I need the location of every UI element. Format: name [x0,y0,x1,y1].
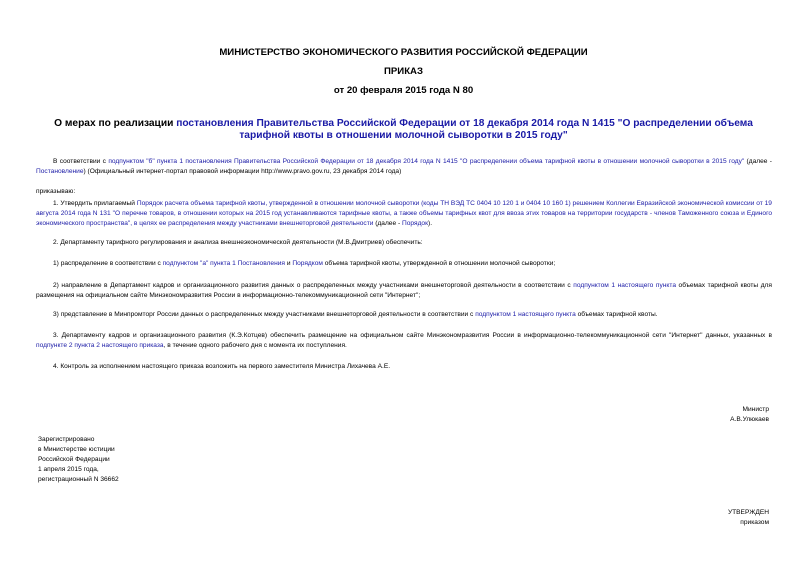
preamble-text-2: (далее - [744,158,772,165]
item-4: 4. Контроль за исполнением настоящего приказа возложить на первого заместителя Министра Лихачева А.Е. [53,363,391,370]
item-3-text-1: 3. Департаменту кадров и организационного развития (К.Э.Котцев) обеспечить размещение на официальном сайте Минэкономразвития России в информационно-телекоммуникационной сети "Интернет" данных, указанных в [53,332,772,339]
item-1-text-1: 1. Утвердить прилагаемый [53,200,137,207]
item-2-1-order-link[interactable]: Порядком [292,260,323,267]
doc-date-number: от 20 февраля 2015 года N 80 [333,85,474,96]
doc-type: ПРИКАЗ [384,66,423,77]
preamble-resolution-link[interactable]: Постановление [36,168,84,175]
approved-by: приказом [740,519,769,526]
title-prefix: О мерах по реализации [54,118,177,129]
item-1-text-2: (далее - [373,220,403,227]
item-2-2-subpoint-link[interactable]: подпунктом 1 настоящего пункта [573,282,676,289]
ministry-header: МИНИСТЕРСТВО ЭКОНОМИЧЕСКОГО РАЗВИТИЯ РОССИЙСКОЙ ФЕДЕРАЦИИ [219,47,588,58]
item-2-2-text-1: 2) направление в Департамент кадров и организационного развития данных о распределенных между участниками внешнеторговой деятельности в соответствии с [53,282,574,289]
item-1 [36,199,772,229]
item-3-subpoint-link[interactable]: подпункте 2 пункта 2 настоящего приказа [36,342,164,349]
signature-position: Министр [742,406,769,413]
title-resolution-link[interactable]: постановления Правительства Российской Федерации от 18 декабря 2014 года N 1415 "О распределении объема тарифной квоты в отношении молочной сыворотки в 2015 году" [176,118,753,141]
item-2-3-text-1: 3) представление в Минпромторг России данных о распределенных между участниками внешнеторговой деятельности в соответствии с [53,311,476,318]
item-2-1-text-1: 1) распределение в соответствии с [53,260,163,267]
signature-name: А.В.Улюкаев [730,416,769,423]
item-1-procedure-link[interactable]: Порядок расчета объема тарифной квоты, утвержденной в отношении молочной сыворотки (коды ТН ВЭД ТС 0404 10 120 1 и 0404 10 160 1) решением Коллегии Евразийской экономической комиссии от 19 августа 2014 года N 131 "О перечне товаров, в отношении которых на 2015 год устанавливаются тарифные квоты, а также объемы тарифных квот для ввоза этих товаров на территории государств - членов Таможенного союза и Единого экономического пространства", в целях ее распределения между участниками внешнеторговой деятельности [36,200,772,227]
item-2-1 [36,259,772,269]
preamble-text-1: В соответствии с [53,158,109,165]
item-2-1-subpoint-link[interactable]: подпунктом "а" пункта 1 Постановления [162,260,285,267]
preamble-subpoint-link[interactable]: подпунктом "б" пункта 1 постановления Правительства Российской Федерации от 18 декабря 2014 года N 1415 "О распределении объема тарифной квоты в отношении молочной сыворотки в 2015 году" [108,158,745,165]
registration-block [38,435,119,485]
item-3-text-2: , в течение одного рабочего дня с момента их поступления. [163,342,347,349]
order-word: приказываю: [36,188,76,195]
item-2-3-text-2: объемах тарифной квоты. [575,311,658,318]
item-2-2 [36,281,772,301]
item-2-1-text-3: объема тарифной квоты, утвержденной в отношении молочной сыворотки; [322,260,556,267]
approved-block [728,508,769,528]
signature-block [730,405,769,425]
registration-line: в Министерстве юстиции [38,446,115,453]
item-1-order-link[interactable]: Порядок [402,220,428,227]
registration-line: регистрационный N 36662 [38,476,119,483]
item-1-text-3: ). [428,220,433,227]
preamble-paragraph [36,157,772,177]
registration-line: 1 апреля 2015 года, [38,466,99,473]
item-2-1-text-2: и [284,260,293,267]
document-title [40,118,767,142]
item-2-3 [36,310,772,320]
registration-line: Российской Федерации [38,456,110,463]
item-2: 2. Департаменту тарифного регулирования и анализа внешнеэкономической деятельности (М.В.Дмитриев) обеспечить: [53,239,423,246]
item-2-3-subpoint-link[interactable]: подпунктом 1 настоящего пункта [475,311,576,318]
item-2-2-text-2: объемах тарифной квоты для размещения на официальном сайте Минэкономразвития России в информационно-телекоммуникационной сети "Интернет"; [36,282,772,299]
item-3 [36,331,772,351]
approved-word: УТВЕРЖДЕН [727,509,769,516]
preamble-text-3: ) (Официальный интернет-портал правовой информации http://www.pravo.gov.ru, 23 декабря 2014 года) [83,168,402,175]
registration-line: Зарегистрировано [38,436,95,443]
